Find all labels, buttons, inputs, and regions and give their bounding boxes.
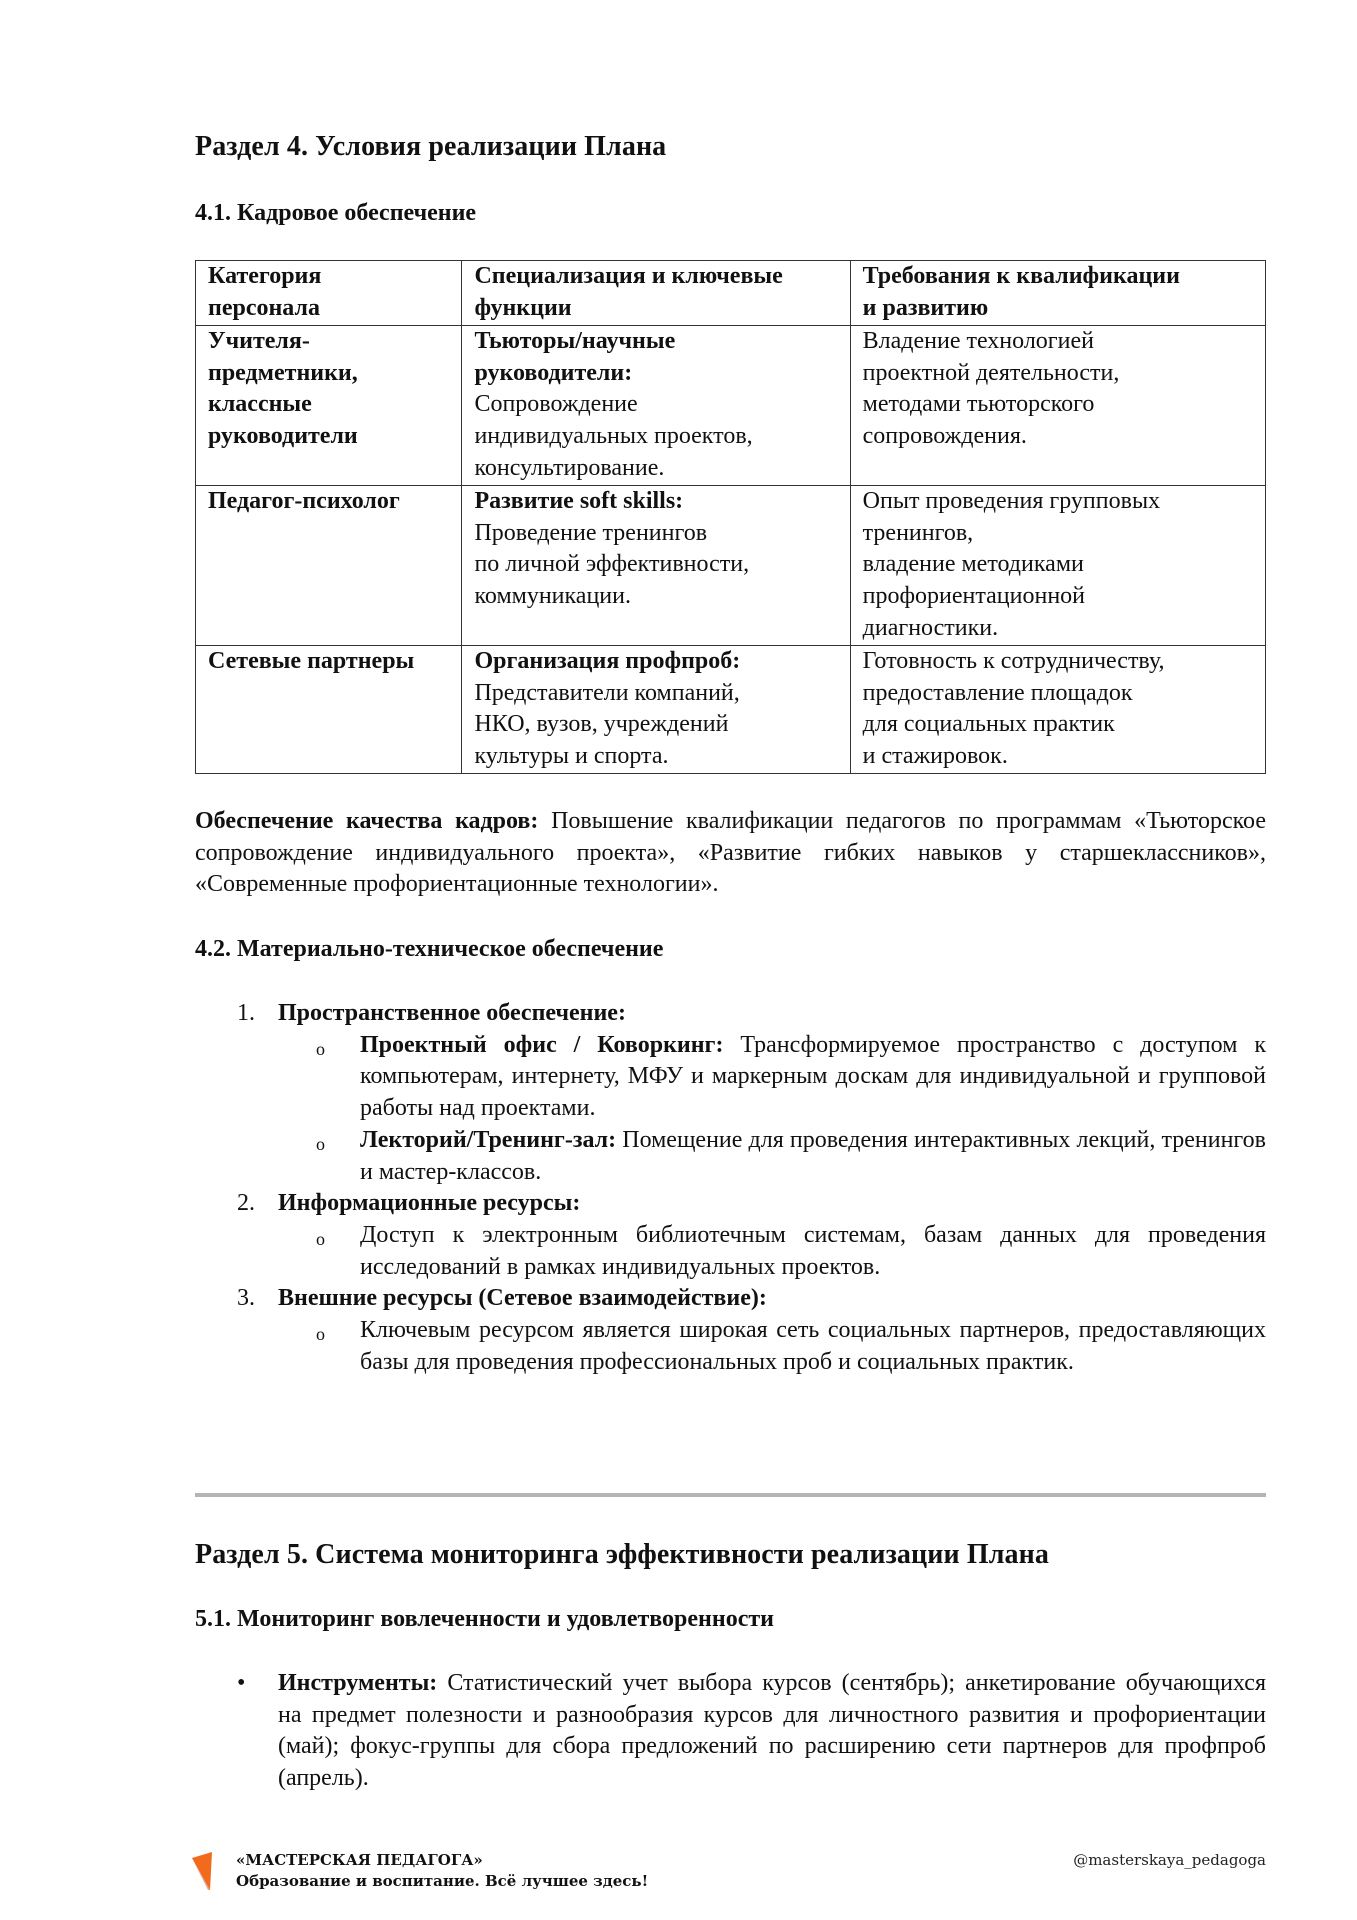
section-4-title: Раздел 4. Условия реализации Плана <box>195 131 667 162</box>
circle-bullet-icon: o <box>316 1228 325 1249</box>
cell-requirements: Опыт проведения групповых тренингов, владение методиками профориентационной диагностики. <box>850 486 1265 646</box>
cell-category: Учителя- предметники, классные руководители <box>196 326 462 486</box>
cell-requirements: Владение технологией проектной деятельности, методами тьюторского сопровождения. <box>850 326 1265 486</box>
resource-item <box>195 1283 1266 1378</box>
list-number: 3. <box>237 1285 255 1312</box>
subsection-4-1-title: 4.1. Кадровое обеспечение <box>195 200 477 226</box>
monitoring-item: • Инструменты: Статистический учет выбора курсов (сентябрь); анкетирование обучающихся на предмет полезности и разнообразия курсов для личностного развития и профориентации (май); фокус-группы для сбора предложений по расширению сети партнеров для профпроб (апрель). <box>237 1670 1266 1792</box>
cell-category: Педагог-психолог <box>196 486 462 646</box>
staff-quality-text: Повышение квалификации педагогов по программам «Тьюторское сопровождение индивидуального проекта», «Развитие гибких навыков у старшеклассников», «Современные профориентационные технологии». <box>195 808 1266 898</box>
footer-brand <box>236 1850 648 1892</box>
resource-title: Информационные ресурсы: <box>278 1190 581 1217</box>
list-number: 2. <box>237 1190 255 1217</box>
header-specialization: Специализация и ключевые функции <box>462 261 850 326</box>
header-category: Категория персонала <box>196 261 462 326</box>
staff-quality-label: Обеспечение качества кадров: <box>195 808 539 834</box>
cell-specialization: Тьюторы/научные руководители: Сопровождение индивидуальных проектов, консультирование. <box>462 326 850 486</box>
section-divider <box>195 1493 1266 1497</box>
resources-list <box>195 998 1266 1378</box>
table-header-row <box>196 261 1266 326</box>
resource-title: Внешние ресурсы (Сетевое взаимодействие): <box>278 1285 767 1312</box>
list-number: 1. <box>237 1000 255 1026</box>
circle-bullet-icon: o <box>316 1038 325 1059</box>
orange-flag-logo-icon <box>192 1852 214 1890</box>
sub-item: o Проектный офис / Коворкинг: Трансформируемое пространство с доступом к компьютерам, интернету, МФУ и маркерным доскам для индивидуальной и групповой работы над проектами. <box>316 1031 1267 1122</box>
resource-title: Пространственное обеспечение: <box>278 1000 626 1026</box>
monitoring-list <box>195 1668 1266 1795</box>
bullet-icon: • <box>237 1670 246 1696</box>
resource-item <box>195 998 1266 1188</box>
table-row <box>196 646 1266 774</box>
sub-item: o Доступ к электронным библиотечным системам, базам данных для проведения исследований в рамках индивидуальных проектов. <box>316 1221 1266 1280</box>
cell-requirements: Готовность к сотрудничеству, предоставление площадок для социальных практик и стажировок. <box>850 646 1265 774</box>
section-5-title: Раздел 5. Система мониторинга эффективности реализации Плана <box>195 1539 1049 1570</box>
sub-item: o Ключевым ресурсом является широкая сеть социальных партнеров, предоставляющих базы для проведения профессиональных проб и социальных практик. <box>316 1317 1266 1375</box>
subsection-4-2-title: 4.2. Материально-техническое обеспечение <box>195 936 664 962</box>
resource-item <box>195 1188 1266 1283</box>
staff-quality-paragraph <box>195 806 1266 901</box>
cell-category: Сетевые партнеры <box>196 646 462 774</box>
table-row <box>196 486 1266 646</box>
header-requirements: Требования к квалификации и развитию <box>850 261 1265 326</box>
sub-item: o Лекторий/Тренинг-зал: Помещение для проведения интерактивных лекций, тренингов и мастер-классов. <box>316 1126 1266 1185</box>
subsection-5-1-title: 5.1. Мониторинг вовлеченности и удовлетворенности <box>195 1606 774 1632</box>
circle-bullet-icon: o <box>316 1133 325 1154</box>
cell-specialization: Развитие soft skills: Проведение тренингов по личной эффективности, коммуникации. <box>462 486 850 646</box>
cell-specialization: Организация профпроб: Представители компаний, НКО, вузов, учреждений культуры и спорта. <box>462 646 850 774</box>
footer-social-handle: @masterskaya_pedagoga <box>1073 1851 1266 1869</box>
footer-brand-name: «МАСТЕРСКАЯ ПЕДАГОГА» <box>236 1851 483 1869</box>
footer-tagline: Образование и воспитание. Всё лучшее здесь! <box>236 1872 649 1890</box>
staffing-table <box>195 260 1266 774</box>
circle-bullet-icon: o <box>316 1324 325 1345</box>
table-row <box>196 326 1266 486</box>
